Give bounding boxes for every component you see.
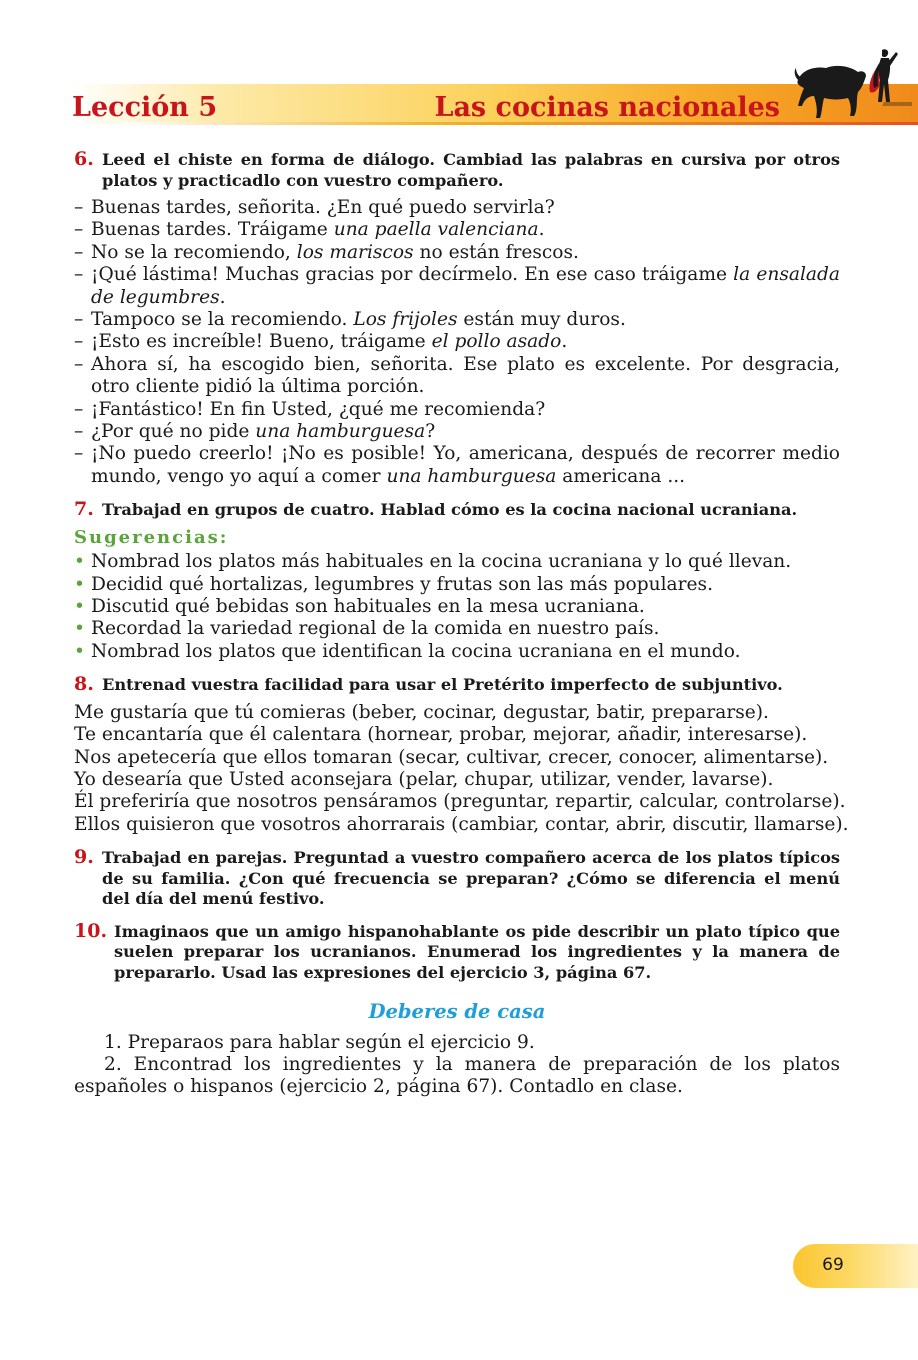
- exercise-7-instruction: [74, 500, 840, 521]
- exercise-number: 7.: [74, 498, 94, 521]
- dialogue-line: – ¡Qué lástima! Muchas gracias por decírmelo. En ese caso tráigame la ensalada de legumbres.: [74, 264, 840, 309]
- exercise-number: 6.: [74, 148, 94, 170]
- dialogue-line: – Tampoco se la recomiendo. Los frijoles están muy duros.: [74, 309, 840, 331]
- list-item: • Decidid qué hortalizas, legumbres y frutas son las más populares.: [74, 574, 840, 596]
- dialogue-list: [74, 197, 840, 488]
- list-item: • Discutid qué bebidas son habituales en la mesa ucraniana.: [74, 596, 840, 618]
- exercise-9-instruction: [74, 848, 840, 910]
- page-header: [0, 0, 918, 140]
- homework-item: 2. Encontrad los ingredientes y la manera de preparación de los platos españoles o hispanos (ejercicio 2, página 67). Contadlo en clase.: [74, 1053, 840, 1098]
- sentence: Ellos quisieron que vosotros ahorrarais (cambiar, contar, abrir, discutir, llamarse).: [74, 813, 849, 835]
- sentence: Te encantaría que él calentara (hornear, probar, mejorar, añadir, interesarse).: [74, 724, 808, 746]
- suggestions-list: [74, 551, 840, 663]
- exercise-8: [74, 673, 849, 836]
- list-item: • Recordad la variedad regional de la comida en nuestro país.: [74, 618, 840, 640]
- exercise-number: 8.: [74, 673, 94, 696]
- dialogue-line: – ¡Esto es increíble! Bueno, tráigame el pollo asado.: [74, 331, 840, 353]
- instruction-text: Imaginaos que un amigo hispanohablante os pide describir un plato típico que suelen preparar los ucranianos. Enumerad los ingredientes y la manera de prepararlo. Usad las expresiones del ejercicio 3, página 67.: [114, 921, 840, 982]
- exercise-7: [74, 500, 840, 663]
- lesson-number: Lección 5: [72, 92, 218, 123]
- dialogue-line: – ¡Fantástico! En fin Usted, ¿qué me recomienda?: [74, 399, 840, 421]
- list-item: • Nombrad los platos que identifican la cocina ucraniana en el mundo.: [74, 641, 840, 663]
- suggestions-heading: Sugerencias:: [74, 526, 229, 548]
- dialogue-line: – Buenas tardes. Tráigame una paella valenciana.: [74, 219, 840, 241]
- dialogue-line: – Ahora sí, ha escogido bien, señorita. Ese plato es excelente. Por desgracia, otro cliente pidió la última porción.: [74, 354, 840, 399]
- exercise-8-instruction: [74, 675, 840, 696]
- sentence: Yo desearía que Usted aconsejara (pelar, chupar, utilizar, vender, lavarse).: [74, 768, 774, 790]
- homework-title: Deberes de casa: [368, 1000, 546, 1024]
- page-content: [74, 148, 849, 1099]
- exercise-9: [74, 848, 840, 910]
- bullfighter-silhouette-icon: [792, 40, 918, 126]
- exercise-10-instruction: [74, 919, 840, 984]
- page-number: 69: [822, 1255, 844, 1275]
- page-number-tab: [793, 1244, 918, 1288]
- exercise-number: 10.: [74, 919, 108, 942]
- dialogue-line: – No se la recomiendo, los mariscos no están frescos.: [74, 242, 840, 264]
- dialogue-line: – ¿Por qué no pide una hamburguesa?: [74, 421, 840, 443]
- exercise-6-instruction: [74, 150, 840, 191]
- exercise-10: [74, 919, 840, 984]
- dialogue-line: – ¡No puedo creerlo! ¡No es posible! Yo, americana, después de recorrer medio mundo, vengo yo aquí a comer una hamburguesa americana ...: [74, 443, 840, 488]
- lesson-title: Las cocinas nacionales: [434, 92, 780, 123]
- instruction-text: Entrenad vuestra facilidad para usar el Pretérito imperfecto de subjuntivo.: [102, 675, 783, 695]
- instruction-text: Leed el chiste en forma de diálogo. Cambiad las palabras en cursiva por otros platos y practicadlo con vuestro compañero.: [102, 150, 840, 190]
- homework-section: [74, 1001, 840, 1099]
- sentence: Nos apetecería que ellos tomaran (secar, cultivar, crecer, conocer, alimentarse).: [74, 746, 829, 768]
- homework-item: 1. Preparaos para hablar según el ejercicio 9.: [104, 1031, 535, 1053]
- list-item: • Nombrad los platos más habituales en la cocina ucraniana y lo qué llevan.: [74, 551, 840, 573]
- sentence: Me gustaría que tú comieras (beber, cocinar, degustar, batir, prepararse).: [74, 701, 769, 723]
- exercise-number: 9.: [74, 846, 94, 869]
- sentence: Él preferiría que nosotros pensáramos (preguntar, repartir, calcular, controlarse).: [74, 791, 846, 813]
- exercise-6: [74, 150, 840, 488]
- dialogue-line: – Buenas tardes, señorita. ¿En qué puedo servirla?: [74, 197, 840, 219]
- instruction-text: Trabajad en parejas. Preguntad a vuestro compañero acerca de los platos típicos de su familia. ¿Con qué frecuencia se preparan? ¿Cómo se diferencia el menú del día del menú festivo.: [102, 848, 840, 909]
- sentence-list: [74, 701, 849, 836]
- instruction-text: Trabajad en grupos de cuatro. Hablad cómo es la cocina nacional ucraniana.: [102, 500, 798, 520]
